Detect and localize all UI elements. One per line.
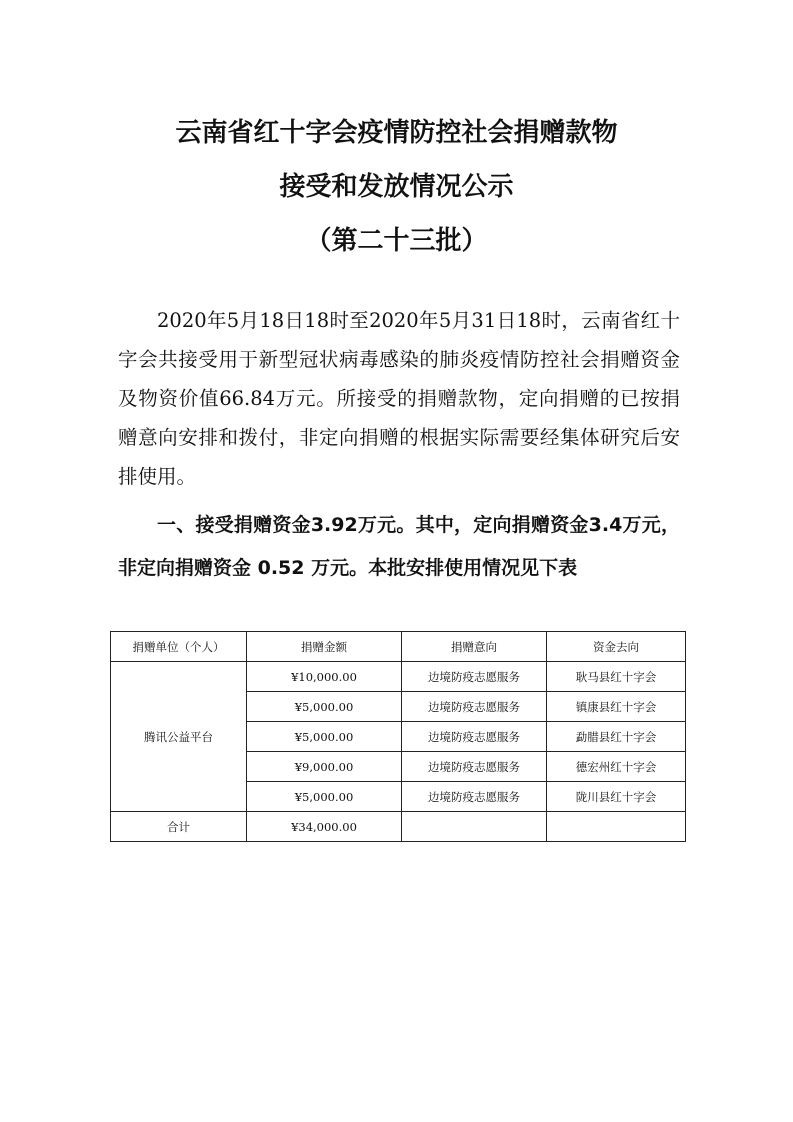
destination-cell: 镇康县红十字会: [547, 692, 686, 722]
intent-cell: 边境防疫志愿服务: [402, 692, 547, 722]
destination-cell: 勐腊县红十字会: [547, 722, 686, 752]
amount-cell: ¥10,000.00: [247, 662, 402, 692]
intro-paragraph: 2020年5月18日18时至2020年5月31日18时，云南省红十字会共接受用于新型冠状病毒感染的肺炎疫情防控社会捐赠资金及物资价值66.84万元。所接受的捐赠款物，定向捐赠的已按捐赠意向安排和拨付，非定向捐赠的根据实际需要经集体研究后安排使用。: [118, 309, 680, 488]
intent-cell: 边境防疫志愿服务: [402, 662, 547, 692]
donor-cell: 腾讯公益平台: [111, 662, 247, 812]
total-label-cell: 合计: [111, 812, 247, 842]
document-title-line-3: （第二十三批）: [305, 226, 488, 256]
destination-cell: 陇川县红十字会: [547, 782, 686, 812]
total-amount-cell: ¥34,000.00: [247, 812, 402, 842]
section-1-paragraph: 一、接受捐赠资金3.92万元。其中，定向捐赠资金3.4万元，非定向捐赠资金 0.52 万元。本批安排使用情况见下表: [118, 514, 680, 579]
intent-cell: 边境防疫志愿服务: [402, 752, 547, 782]
header-destination: 资金去向: [547, 632, 686, 662]
document-title-line-1: 云南省红十字会疫情防控社会捐赠款物: [175, 118, 618, 148]
amount-cell: ¥5,000.00: [247, 692, 402, 722]
header-intent: 捐赠意向: [402, 632, 547, 662]
destination-cell: 耿马县红十字会: [547, 662, 686, 692]
intent-cell: 边境防疫志愿服务: [402, 782, 547, 812]
table-total-row: [111, 812, 686, 842]
header-donor: 捐赠单位（个人）: [111, 632, 247, 662]
donation-table: [110, 631, 686, 842]
destination-cell: 德宏州红十字会: [547, 752, 686, 782]
amount-cell: ¥5,000.00: [247, 722, 402, 752]
document-title-line-2: 接受和发放情况公示: [279, 172, 514, 202]
intent-cell: 边境防疫志愿服务: [402, 722, 547, 752]
table-header-row: [111, 632, 686, 662]
table-row: [111, 662, 686, 692]
header-amount: 捐赠金额: [247, 632, 402, 662]
amount-cell: ¥5,000.00: [247, 782, 402, 812]
amount-cell: ¥9,000.00: [247, 752, 402, 782]
empty-cell: [547, 812, 686, 842]
empty-cell: [402, 812, 547, 842]
